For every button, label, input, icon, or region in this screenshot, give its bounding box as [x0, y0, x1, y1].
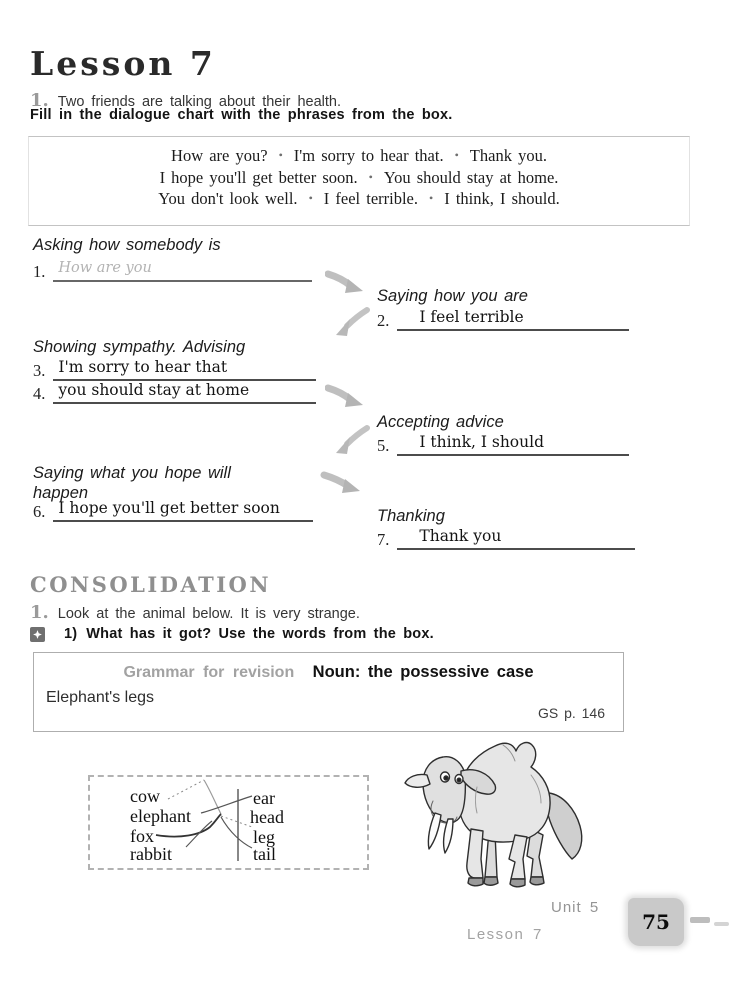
word-ear: ear	[253, 788, 275, 808]
arrow-down-right-icon	[320, 470, 362, 498]
phrase: I feel terrible.	[323, 189, 418, 208]
word-fox: fox	[130, 826, 154, 846]
arrow-down-left-icon	[334, 306, 370, 338]
page-title: Lesson 7	[30, 44, 216, 83]
strange-animal-illustration	[403, 731, 603, 893]
answer-number: 7.	[377, 530, 390, 549]
consolidation-exercise-text: Look at the animal below. It is very strange.	[57, 606, 360, 622]
answer-blank-2[interactable]: I feel terrible	[397, 308, 629, 331]
word-leg: leg	[253, 827, 275, 847]
page-number: 75	[642, 910, 670, 934]
phrase: I hope you'll get better soon.	[159, 167, 358, 187]
phrase: I think, I should.	[444, 189, 560, 208]
section-label-hope-line2: happen	[33, 484, 89, 502]
answer-blank-3[interactable]: I'm sorry to hear that	[53, 358, 316, 381]
grammar-box-header	[34, 663, 623, 682]
scan-artifact	[690, 917, 710, 923]
task-number: 1)	[64, 626, 78, 642]
bullet-icon: •	[454, 148, 459, 162]
phrase: How are you?	[171, 146, 268, 165]
word-cow: cow	[130, 786, 160, 806]
answer-blank-1[interactable]: How are you	[53, 259, 312, 282]
answer-number: 5.	[377, 436, 390, 455]
answer-blank-4[interactable]: you should stay at home	[53, 381, 316, 404]
page-number-badge	[628, 898, 684, 946]
pencil-connection-lines	[90, 777, 367, 868]
task-text: What has it got? Use the words from the box.	[86, 626, 434, 642]
consolidation-heading: CONSOLIDATION	[30, 572, 272, 597]
phrase: You don't look well.	[158, 189, 298, 208]
answer-blank-5[interactable]: I think, I should	[397, 433, 629, 456]
section-label-asking: Asking how somebody is	[33, 236, 221, 254]
exercise-instruction: Fill in the dialogue chart with the phrases from the box.	[30, 107, 453, 123]
answer-number: 3.	[33, 361, 46, 380]
phrase: You should stay at home.	[383, 167, 559, 187]
arrow-down-right-icon	[325, 270, 365, 298]
grammar-example: Elephant's legs	[46, 689, 155, 706]
answer-number: 4.	[33, 384, 46, 403]
exercise-number: 1.	[30, 90, 49, 111]
answer-number: 2.	[377, 311, 390, 330]
section-label-saying: Saying how you are	[377, 287, 528, 305]
bullet-icon: •	[278, 148, 283, 162]
grammar-box-label: Grammar for revision	[123, 664, 295, 681]
grammar-box-title: Noun: the possessive case	[312, 663, 534, 681]
bullet-icon: •	[429, 191, 434, 205]
word-head: head	[250, 807, 284, 827]
word-tail: tail	[253, 844, 276, 864]
arrow-down-left-icon	[334, 424, 370, 456]
word-matching-box	[88, 775, 369, 870]
section-label-thanking: Thanking	[377, 507, 445, 525]
phrase-box-line	[29, 145, 689, 167]
footer-lesson: Lesson 7	[467, 926, 543, 943]
answer-number: 1.	[33, 262, 46, 281]
footer-unit: Unit 5	[551, 899, 600, 916]
grammar-reference: GS p. 146	[537, 705, 605, 721]
phrase-box	[28, 136, 690, 226]
phrase: Thank you.	[469, 146, 547, 165]
scan-artifact	[714, 922, 729, 926]
arrow-down-right-icon	[325, 384, 365, 412]
exercise-number: 1.	[30, 602, 49, 623]
phrase-box-line	[29, 188, 689, 210]
word-rabbit: rabbit	[130, 844, 172, 864]
star-icon	[30, 627, 45, 642]
grammar-revision-box	[33, 652, 624, 732]
phrase: I'm sorry to hear that.	[293, 146, 444, 165]
bullet-icon: •	[368, 169, 373, 184]
section-label-sympathy: Showing sympathy. Advising	[33, 338, 246, 356]
phrase-box-line	[29, 167, 689, 189]
answer-number: 6.	[33, 502, 46, 521]
word-elephant: elephant	[130, 806, 191, 826]
section-label-hope: Saying what you hope will	[33, 464, 231, 482]
answer-blank-6[interactable]: I hope you'll get better soon	[53, 499, 313, 522]
bullet-icon: •	[308, 191, 313, 205]
exercise-lead-text: Two friends are talking about their health.	[57, 94, 341, 110]
section-label-accepting: Accepting advice	[377, 413, 504, 431]
answer-blank-7[interactable]: Thank you	[397, 527, 635, 550]
